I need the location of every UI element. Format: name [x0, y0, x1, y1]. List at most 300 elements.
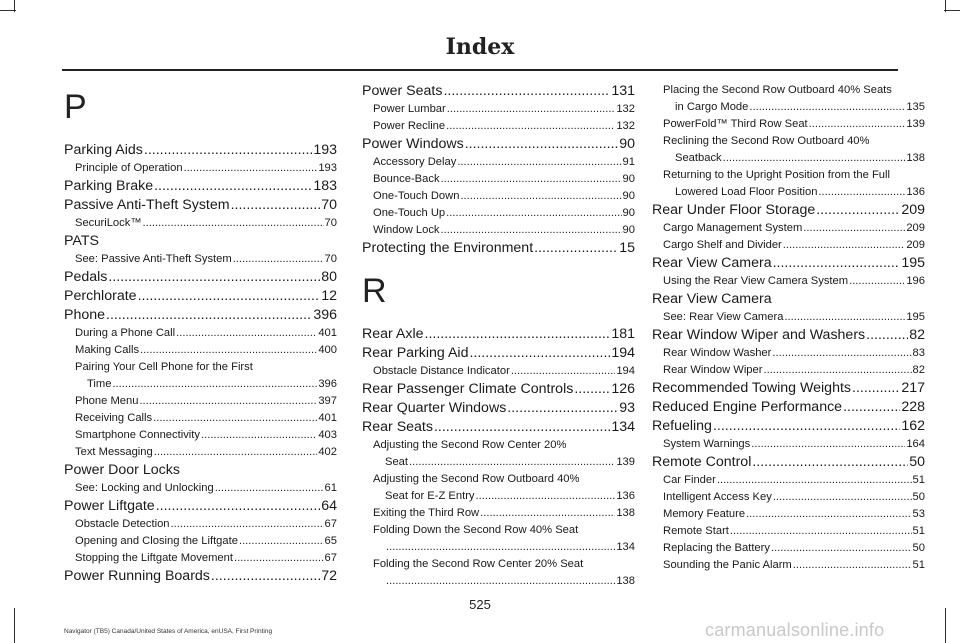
page-reference: 136: [616, 490, 635, 502]
dot-leader: [852, 379, 900, 398]
entry-label: Obstacle Detection: [75, 518, 170, 530]
dot-leader: [154, 177, 312, 196]
dot-leader: [457, 154, 621, 171]
page-reference: 90: [622, 224, 635, 236]
dot-leader: [425, 325, 611, 344]
dot-leader: [793, 557, 912, 574]
dot-leader: [713, 417, 900, 436]
page-reference: 131: [611, 83, 635, 99]
page-reference: 139: [906, 118, 925, 130]
entry-label: PATS: [64, 233, 99, 249]
entry-label: Power Windows: [362, 136, 464, 152]
entry-label: Power Door Locks: [64, 462, 180, 478]
entry-label: Rear Quarter Windows: [362, 400, 507, 416]
page-reference: 67: [324, 552, 337, 564]
entry-label: Folding Down the Second Row 40% Seat: [373, 524, 579, 536]
entry-label: Smartphone Connectivity: [75, 429, 200, 441]
entry-label: Rear Seats: [362, 419, 433, 435]
index-entry: [652, 523, 925, 540]
dot-leader: [138, 287, 321, 306]
page-reference: 403: [318, 429, 337, 441]
entry-label: Adjusting the Second Row Outboard 40%: [373, 473, 580, 485]
index-entry: [362, 344, 635, 363]
dot-leader: [215, 480, 324, 497]
dot-leader: [176, 325, 317, 342]
dot-leader: [746, 506, 911, 523]
entry-label: One-Touch Down: [373, 190, 460, 202]
entry-continuation: [373, 454, 635, 471]
entry-label: Seat for E-Z Entry: [385, 490, 475, 502]
page-reference: 401: [318, 327, 337, 339]
entry-label: Making Calls: [75, 344, 140, 356]
dot-leader: [171, 516, 324, 533]
index-entry: [362, 471, 635, 505]
entry-label: Rear Under Floor Storage: [652, 202, 816, 218]
dot-leader: [154, 444, 318, 461]
section-letter-r: R: [362, 272, 387, 310]
index-entry: [64, 232, 337, 251]
dot-leader: [816, 201, 900, 220]
dot-leader: [809, 116, 906, 133]
dot-leader: [140, 342, 317, 359]
entry-label: Power Seats: [362, 83, 443, 99]
entry-label: Obstacle Distance Indicator: [373, 365, 510, 377]
footer-text: Navigator (TB5) Canada/United States of America, enUSA, First Printing: [64, 628, 273, 635]
entry-label: SecuriLock™: [75, 217, 142, 229]
entry-label: Lowered Load Floor Position: [675, 186, 818, 198]
entry-label: Replacing the Battery: [663, 542, 770, 554]
index-entry: [362, 205, 635, 222]
entry-label: Reclining the Second Row Outboard 40%: [663, 135, 870, 147]
index-entry: [652, 472, 925, 489]
entry-label: Power Running Boards: [64, 568, 210, 584]
dot-leader: [752, 453, 908, 472]
page-reference: 162: [901, 418, 925, 434]
index-entry: [362, 82, 635, 101]
page-reference: 51: [912, 559, 925, 571]
page-reference: 138: [616, 507, 635, 519]
entry-label: During a Phone Call: [75, 327, 176, 339]
section-letter-p: P: [64, 88, 87, 126]
index-entry: [362, 154, 635, 171]
index-entry: [652, 167, 925, 201]
page-reference: 91: [622, 156, 635, 168]
page-reference: 132: [616, 103, 635, 115]
entry-label: Sounding the Panic Alarm: [663, 559, 792, 571]
page-reference: 50: [912, 542, 925, 554]
dot-leader: [233, 251, 324, 268]
entry-label: Cargo Shelf and Divider: [663, 239, 782, 251]
page-reference: 70: [321, 197, 337, 213]
index-entry: [652, 133, 925, 167]
entry-label: System Warnings: [663, 438, 751, 450]
entry-label: Returning to the Upright Position from the Full: [663, 169, 890, 181]
index-entry-list: [362, 325, 635, 590]
index-entry: [64, 550, 337, 567]
entry-label: Rear Axle: [362, 326, 424, 342]
entry-label: Text Messaging: [75, 446, 153, 458]
dot-leader: [184, 160, 318, 177]
index-entry: [64, 480, 337, 497]
page-reference: 138: [906, 152, 925, 164]
entry-label: Bounce-Back: [373, 173, 440, 185]
index-entry: [652, 362, 925, 379]
entry-label: Seatback: [675, 152, 722, 164]
dot-leader: [771, 540, 912, 557]
entry-label: Pedals: [64, 269, 108, 285]
dot-leader: [409, 454, 615, 471]
index-entry: [64, 444, 337, 461]
entry-label: One-Touch Up: [373, 207, 446, 219]
index-entry-list: [652, 82, 925, 574]
entry-label: See: Rear View Camera: [663, 311, 784, 323]
dot-leader: [465, 135, 619, 154]
dot-leader: [773, 254, 901, 273]
index-entry: [652, 379, 925, 398]
index-entry: [652, 557, 925, 574]
entry-label: Rear Window Wiper and Washers: [652, 327, 866, 343]
entry-label: Window Lock: [373, 224, 440, 236]
page-reference: 82: [912, 364, 925, 376]
page-reference: 193: [318, 162, 337, 174]
entry-label: Rear View Camera: [652, 291, 772, 307]
page-reference: 195: [906, 311, 925, 323]
page-reference: 195: [901, 255, 925, 271]
entry-label: Power Lumbar: [373, 103, 446, 115]
crop-mark: [14, 608, 15, 643]
entry-label: Rear Window Washer: [663, 347, 772, 359]
dot-leader: [434, 418, 610, 437]
index-entry: [652, 326, 925, 345]
crop-mark: [944, 10, 960, 11]
dot-leader: [749, 99, 905, 116]
entry-continuation: [373, 488, 635, 505]
page-reference: 82: [909, 327, 925, 343]
entry-label: See: Passive Anti-Theft System: [75, 253, 232, 265]
entry-label: Passive Anti-Theft System: [64, 197, 230, 213]
entry-label: Reduced Engine Performance: [652, 399, 843, 415]
index-entry: [652, 417, 925, 436]
index-entry: [652, 436, 925, 453]
dot-leader: [803, 220, 905, 237]
page-reference: 139: [616, 456, 635, 468]
dot-leader: [447, 101, 616, 118]
entry-label: Power Recline: [373, 120, 446, 132]
page-reference: 196: [906, 275, 925, 287]
entry-label: Parking Aids: [64, 142, 143, 158]
dot-leader: [469, 344, 610, 363]
index-entry: [64, 215, 337, 232]
index-entry: [362, 171, 635, 188]
dot-leader: [201, 427, 317, 444]
dot-leader: [460, 188, 621, 205]
page-reference: 72: [321, 568, 337, 584]
entry-label: Phone: [64, 307, 106, 323]
entry-label: Rear View Camera: [652, 255, 772, 271]
entry-continuation: [373, 573, 635, 590]
entry-label: Intelligent Access Key: [663, 491, 772, 503]
index-entry: [652, 453, 925, 472]
page-reference: 396: [313, 307, 337, 323]
page-reference: 136: [906, 186, 925, 198]
page-reference: 65: [324, 535, 337, 547]
entry-label: Seat: [385, 456, 409, 468]
dot-leader: [511, 363, 616, 380]
page-reference: 181: [611, 326, 635, 342]
entry-label: Refueling: [652, 418, 712, 434]
page-title: Index: [445, 34, 515, 60]
page-reference: 217: [901, 380, 925, 396]
page-reference: 193: [313, 142, 337, 158]
page-reference: 93: [619, 400, 635, 416]
index-entry: [652, 116, 925, 133]
entry-label: Opening and Closing the Liftgate: [75, 535, 238, 547]
dot-leader: [818, 184, 905, 201]
entry-label: Principle of Operation: [75, 162, 183, 174]
index-entry: [64, 306, 337, 325]
page-reference: 401: [318, 412, 337, 424]
index-column-3: [652, 82, 925, 574]
page-reference: 397: [318, 395, 337, 407]
entry-label: Pairing Your Cell Phone for the First: [75, 361, 253, 373]
dot-leader: [446, 205, 621, 222]
page-reference: 50: [909, 454, 925, 470]
index-entry: [652, 398, 925, 417]
index-entry: [362, 101, 635, 118]
dot-leader: [156, 497, 321, 516]
index-entry: [362, 135, 635, 154]
entry-label: Exiting the Third Row: [373, 507, 480, 519]
index-entry: [362, 325, 635, 344]
dot-leader: [234, 550, 324, 567]
page-reference: 209: [906, 239, 925, 251]
dot-leader: [574, 380, 610, 399]
dot-leader: [143, 215, 324, 232]
dot-leader: [772, 345, 911, 362]
dot-leader: [153, 410, 317, 427]
page-reference: 134: [616, 541, 635, 553]
entry-label: Power Liftgate: [64, 498, 155, 514]
entry-label: Remote Start: [663, 525, 729, 537]
dot-leader: [386, 573, 615, 590]
dot-leader: [443, 82, 610, 101]
crop-mark: [14, 0, 15, 12]
dot-leader: [717, 472, 912, 489]
page-reference: 64: [321, 498, 337, 514]
index-entry: [652, 82, 925, 116]
page-reference: 90: [622, 207, 635, 219]
entry-label: PowerFold™ Third Row Seat: [663, 118, 808, 130]
entry-label: Rear Passenger Climate Controls: [362, 381, 574, 397]
entry-label: Phone Menu: [75, 395, 139, 407]
index-entry: [652, 506, 925, 523]
index-entry: [64, 325, 337, 342]
index-entry: [64, 359, 337, 393]
dot-leader: [144, 141, 312, 160]
dot-leader: [784, 309, 905, 326]
index-entry: [64, 141, 337, 160]
index-entry: [64, 393, 337, 410]
entry-continuation: [663, 150, 925, 167]
entry-label: See: Locking and Unlocking: [75, 482, 214, 494]
page-reference: 90: [622, 190, 635, 202]
header-divider: [62, 69, 898, 71]
entry-label: Receiving Calls: [75, 412, 153, 424]
index-entry: [362, 222, 635, 239]
index-entry: [64, 410, 337, 427]
page-reference: 209: [906, 222, 925, 234]
index-entry: [652, 237, 925, 254]
index-entry: [362, 380, 635, 399]
page-reference: 83: [912, 347, 925, 359]
page-reference: 50: [912, 491, 925, 503]
entry-label: Folding the Second Row Center 20% Seat: [373, 558, 584, 570]
page-reference: 132: [616, 120, 635, 132]
entry-label: Cargo Management System: [663, 222, 803, 234]
page-reference: 51: [912, 525, 925, 537]
page-number: 525: [469, 597, 491, 612]
index-entry: [652, 201, 925, 220]
page-reference: 194: [611, 345, 635, 361]
page-reference: 90: [622, 173, 635, 185]
page-reference: 70: [324, 253, 337, 265]
page-reference: 90: [619, 136, 635, 152]
index-entry: [64, 342, 337, 359]
entry-label: Using the Rear View Camera System: [663, 275, 849, 287]
entry-continuation: [75, 376, 337, 393]
dot-leader: [211, 567, 320, 586]
index-entry: [652, 220, 925, 237]
index-entry: [64, 160, 337, 177]
index-entry-list: [362, 82, 635, 258]
index-entry: [64, 177, 337, 196]
dot-leader: [751, 436, 905, 453]
entry-label: Recommended Towing Weights: [652, 380, 851, 396]
entry-label: Rear Parking Aid: [362, 345, 469, 361]
entry-label: Placing the Second Row Outboard 40% Seats: [663, 84, 892, 96]
page-reference: 61: [324, 482, 337, 494]
dot-leader: [446, 118, 615, 135]
page-reference: 396: [318, 378, 337, 390]
entry-label: Perchlorate: [64, 288, 137, 304]
dot-leader: [763, 362, 911, 379]
page-reference: 402: [318, 446, 337, 458]
dot-leader: [108, 268, 320, 287]
page-reference: 209: [901, 202, 925, 218]
entry-label: Car Finder: [663, 474, 716, 486]
watermark: carmanualsonline.info: [705, 620, 885, 640]
page-reference: 53: [912, 508, 925, 520]
page-reference: 70: [324, 217, 337, 229]
entry-label: Adjusting the Second Row Center 20%: [373, 439, 567, 451]
index-entry: [64, 567, 337, 586]
index-entry: [362, 522, 635, 556]
dot-leader: [441, 171, 622, 188]
page-reference: 134: [611, 419, 635, 435]
index-entry: [64, 287, 337, 306]
index-entry: [362, 437, 635, 471]
dot-leader: [866, 326, 908, 345]
page-reference: 51: [912, 474, 925, 486]
page-reference: 135: [906, 101, 925, 113]
dot-leader: [231, 196, 321, 215]
index-entry: [64, 533, 337, 550]
index-entry: [652, 489, 925, 506]
index-entry-list: [64, 141, 337, 586]
index-entry: [652, 309, 925, 326]
dot-leader: [139, 393, 317, 410]
entry-continuation: [373, 539, 635, 556]
index-entry: [652, 273, 925, 290]
index-entry: [64, 461, 337, 480]
page-reference: 15: [619, 240, 635, 256]
index-column-1: [64, 82, 337, 586]
page-reference: 183: [313, 178, 337, 194]
index-entry: [652, 290, 925, 309]
entry-label: Rear Window Wiper: [663, 364, 763, 376]
entry-label: Stopping the Liftgate Movement: [75, 552, 233, 564]
entry-continuation: [663, 99, 925, 116]
page-reference: 126: [611, 381, 635, 397]
index-entry: [362, 418, 635, 437]
index-entry: [362, 363, 635, 380]
entry-label: Remote Control: [652, 454, 752, 470]
dot-leader: [843, 398, 900, 417]
index-entry: [64, 516, 337, 533]
dot-leader: [112, 376, 317, 393]
entry-label: in Cargo Mode: [675, 101, 749, 113]
index-entry: [362, 399, 635, 418]
index-entry: [64, 268, 337, 287]
index-entry: [64, 497, 337, 516]
dot-leader: [773, 489, 912, 506]
entry-continuation: [663, 184, 925, 201]
index-entry: [362, 556, 635, 590]
dot-leader: [534, 239, 618, 258]
dot-leader: [386, 539, 615, 556]
index-entry: [652, 345, 925, 362]
index-entry: [64, 196, 337, 215]
page-reference: 67: [324, 518, 337, 530]
index-entry: [362, 118, 635, 135]
page-reference: 80: [321, 269, 337, 285]
crop-mark: [945, 608, 946, 643]
index-column-2: [362, 82, 635, 590]
index-entry: [64, 427, 337, 444]
crop-mark: [945, 0, 946, 12]
dot-leader: [480, 505, 615, 522]
entry-label: Parking Brake: [64, 178, 154, 194]
index-entry: [362, 239, 635, 258]
dot-leader: [783, 237, 906, 254]
page-reference: 228: [901, 399, 925, 415]
page-reference: 194: [616, 365, 635, 377]
entry-label: Time: [87, 378, 112, 390]
dot-leader: [106, 306, 312, 325]
entry-label: Memory Feature: [663, 508, 746, 520]
index-entry: [652, 254, 925, 273]
page-reference: 400: [318, 344, 337, 356]
page-reference: 138: [616, 575, 635, 587]
index-entry: [362, 505, 635, 522]
dot-leader: [723, 150, 906, 167]
index-entry: [64, 251, 337, 268]
dot-leader: [849, 273, 905, 290]
index-entry: [362, 188, 635, 205]
page-reference: 12: [321, 288, 337, 304]
page-reference: 164: [906, 438, 925, 450]
entry-label: Protecting the Environment: [362, 240, 534, 256]
